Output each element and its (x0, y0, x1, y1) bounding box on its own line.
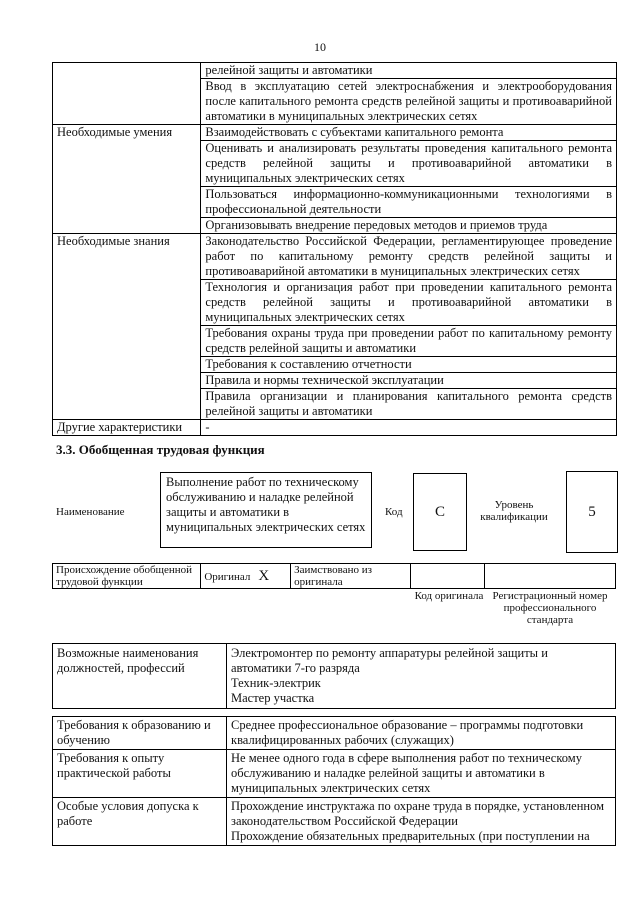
borrowed-label: Заимствовано из оригинала (291, 564, 411, 589)
table-cell-value: Взаимодействовать с субъектами капитального ремонта (201, 125, 617, 141)
table-cell-value: Правила и нормы технической эксплуатации (201, 373, 617, 389)
code-original-caption: Код оригинала (414, 590, 484, 602)
admission-value (227, 798, 616, 846)
origin-label: Происхождение обобщенной трудовой функции (53, 564, 201, 589)
table-cell-value: Организовывать внедрение передовых методов и приемов труда (201, 218, 617, 234)
position-item: Мастер участка (231, 691, 315, 705)
skills-label: Необходимые умения (53, 125, 201, 234)
position-item: Электромонтер по ремонту аппаратуры релейной защиты и автоматики 7-го разряда (231, 646, 548, 675)
positions-label: Возможные наименования должностей, профессий (53, 644, 227, 709)
education-label: Требования к образованию и обучению (53, 717, 227, 750)
table-cell-value: Технология и организация работ при проведении капитального ремонта средств релейной защиты и противоаварийной автоматики в муниципальных электрических сетях (201, 280, 617, 326)
reg-number-cell (484, 564, 615, 589)
table-cell-value: релейной защиты и автоматики (201, 63, 617, 79)
table-cell-value: Правила организации и планирования капитального ремонта средств релейной защиты и автоматики (201, 389, 617, 420)
table-cell-value: Требования охраны труда при проведении работ по капитальному ремонту средств релейной защиты и автоматики (201, 326, 617, 357)
code-value-box: C (413, 473, 467, 551)
education-value: Среднее профессиональное образование – программы подготовки квалифицированных рабочих (служащих) (227, 717, 616, 750)
level-value-box: 5 (566, 471, 618, 553)
competency-table (52, 62, 617, 436)
code-original-cell (411, 564, 485, 589)
original-label: Оригинал (204, 570, 251, 583)
name-label: Наименование (56, 506, 125, 518)
positions-values (227, 644, 616, 709)
table-cell-value: Оценивать и анализировать результаты проведения капитального ремонта средств релейной защиты и противоаварийной автоматики в муниципальных электрических сетях (201, 141, 617, 187)
table-cell-value: - (201, 420, 617, 436)
section-heading: 3.3. Обобщенная трудовая функция (56, 442, 265, 457)
level-label: Уровень квалификации (480, 499, 548, 523)
reg-number-caption: Регистрационный номер профессионального стандарта (492, 590, 608, 626)
other-characteristics-label: Другие характеристики (53, 420, 201, 436)
table-cell-value: Пользоваться информационно-коммуникационными технологиями в профессиональной деятельности (201, 187, 617, 218)
original-mark: X (258, 567, 270, 584)
knowledge-label: Необходимые знания (53, 234, 201, 420)
table-cell-value: Законодательство Российской Федерации, регламентирующее проведение работ по капитальному ремонту средств релейной защиты и противоаварийной автоматики в муниципальных электрических сетях (201, 234, 617, 280)
experience-value: Не менее одного года в сфере выполнения работ по техническому обслуживанию и наладке релейной защиты и автоматики в муниципальных электрических сетях (227, 750, 616, 798)
page-number: 10 (314, 40, 326, 54)
admission-item: Прохождение обязательных предварительных (при поступлении на (231, 829, 590, 843)
table-cell-label (53, 63, 201, 125)
table-cell-value: Ввод в эксплуатацию сетей электроснабжения и электрооборудования после капитального ремонта средств релейной защиты и противоаварийной автоматики в муниципальных электрических сетях (201, 79, 617, 125)
positions-table (52, 643, 616, 709)
admission-item: Прохождение инструктажа по охране труда в порядке, установленном законодательством Российской Федерации (231, 799, 605, 828)
position-item: Техник-электрик (231, 676, 321, 690)
admission-label: Особые условия допуска к работе (53, 798, 227, 846)
code-label: Код (385, 506, 403, 518)
origin-table (52, 563, 616, 589)
experience-label: Требования к опыту практической работы (53, 750, 227, 798)
original-cell (201, 564, 291, 589)
requirements-table (52, 716, 616, 846)
table-cell-value: Требования к составлению отчетности (201, 357, 617, 373)
function-name-box: Выполнение работ по техническому обслуживанию и наладке релейной защиты и автоматики в муниципальных электрических сетях (160, 472, 372, 548)
